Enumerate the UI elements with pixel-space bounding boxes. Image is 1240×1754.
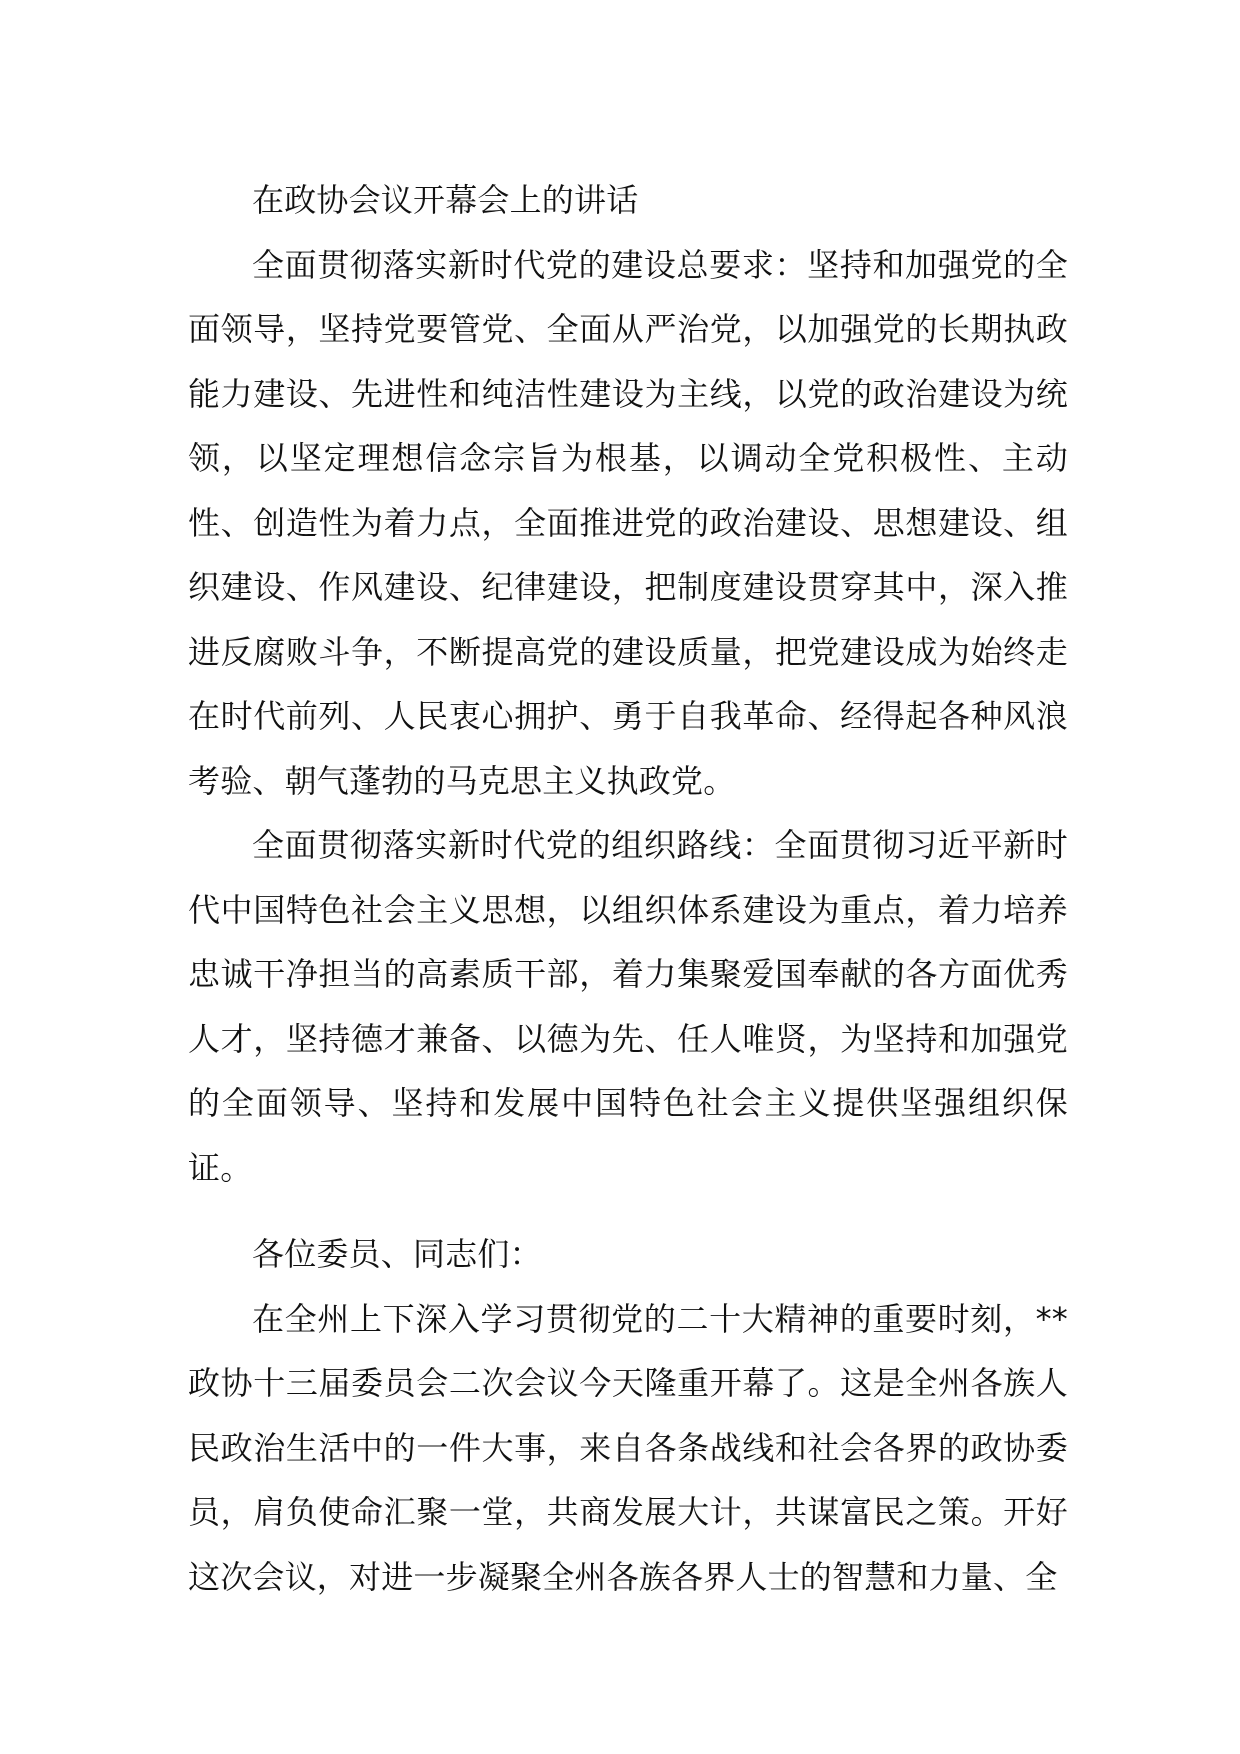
paragraph-opening: 在全州上下深入学习贯彻党的二十大精神的重要时刻，**政协十三届委员会二次会议今天隆重开幕了。这是全州各族人民政治生活中的一件大事，来自各条战线和社会各界的政协委员，肩负使命汇聚一堂，共商发展大计，共谋富民之策。开好这次会议，对进一步凝聚全州各族各界人士的智慧和力量、全 [188, 1299, 1068, 1596]
paragraph-organization-line: 全面贯彻落实新时代党的组织路线：全面贯彻习近平新时代中国特色社会主义思想，以组织体系建设为重点，着力培养忠诚干净担当的高素质干部，着力集聚爱国奉献的各方面优秀人才，坚持德才兼备、以德为先、任人唯贤，为坚持和加强党的全面领导、坚持和发展中国特色社会主义提供坚强组织保证。 [188, 826, 1068, 1187]
document-title: 在政协会议开幕会上的讲话 [252, 181, 639, 219]
document-content [188, 168, 1068, 1609]
salutation: 各位委员、同志们： [252, 1235, 542, 1273]
section-gap [188, 1200, 1068, 1222]
paragraph-party-building: 全面贯彻落实新时代党的建设总要求：坚持和加强党的全面领导，坚持党要管党、全面从严治党，以加强党的长期执政能力建设、先进性和纯洁性建设为主线，以党的政治建设为统领，以坚定理想信念宗旨为根基，以调动全党积极性、主动性、创造性为着力点，全面推进党的政治建设、思想建设、组织建设、作风建设、纪律建设，把制度建设贯穿其中，深入推进反腐败斗争，不断提高党的建设质量，把党建设成为始终走在时代前列、人民衷心拥护、勇于自我革命、经得起各种风浪考验、朝气蓬勃的马克思主义执政党。 [188, 245, 1068, 800]
